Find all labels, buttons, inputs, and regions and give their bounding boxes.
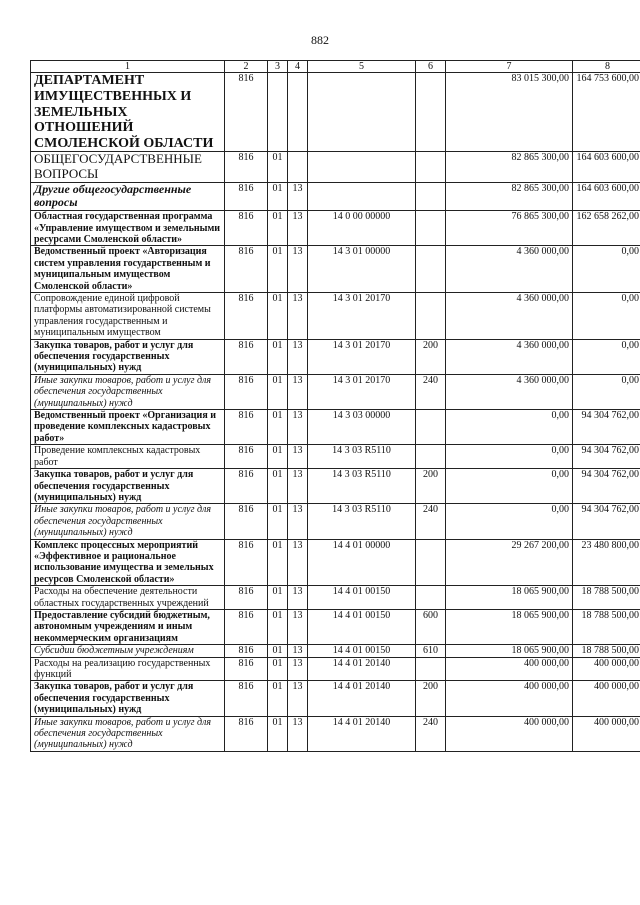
expense-type-cell: 610 — [416, 645, 446, 657]
name-cell: Сопровождение единой цифровой платформы автоматизированной системы управления государственным и муниципальным имуществом — [31, 293, 225, 340]
section-cell: 01 — [268, 469, 288, 504]
amount-year2-cell: 0,00 — [573, 293, 640, 340]
subsection-cell: 13 — [288, 293, 308, 340]
amount-year1-cell: 18 065 900,00 — [446, 586, 573, 610]
expense-type-cell — [416, 410, 446, 445]
admin-code-cell: 816 — [225, 293, 268, 340]
table-body — [31, 73, 640, 751]
target-article-cell: 14 4 01 00150 — [308, 586, 416, 610]
target-article-cell: 14 4 01 20140 — [308, 657, 416, 681]
table-row — [31, 374, 640, 409]
name-cell: Закупка товаров, работ и услуг для обеспечения государственных (муниципальных) нужд — [31, 681, 225, 716]
amount-year2-cell: 94 304 762,00 — [573, 469, 640, 504]
target-article-cell — [308, 182, 416, 211]
expense-type-cell: 240 — [416, 716, 446, 751]
table-row — [31, 293, 640, 340]
amount-year2-cell: 164 603 600,00 — [573, 152, 640, 182]
admin-code-cell: 816 — [225, 410, 268, 445]
subsection-cell: 13 — [288, 504, 308, 539]
name-cell: Ведомственный проект «Организация и проведение комплексных кадастровых работ» — [31, 410, 225, 445]
expense-type-cell — [416, 246, 446, 293]
admin-code-cell: 816 — [225, 681, 268, 716]
admin-code-cell: 816 — [225, 586, 268, 610]
amount-year2-cell: 0,00 — [573, 374, 640, 409]
admin-code-cell: 816 — [225, 445, 268, 469]
name-cell: Закупка товаров, работ и услуг для обеспечения государственных (муниципальных) нужд — [31, 469, 225, 504]
section-cell: 01 — [268, 586, 288, 610]
name-cell: ДЕПАРТАМЕНТ ИМУЩЕСТВЕННЫХ И ЗЕМЕЛЬНЫХ ОТНОШЕНИЙ СМОЛЕНСКОЙ ОБЛАСТИ — [31, 73, 225, 152]
amount-year2-cell: 94 304 762,00 — [573, 410, 640, 445]
amount-year1-cell: 29 267 200,00 — [446, 539, 573, 586]
table-row — [31, 681, 640, 716]
admin-code-cell: 816 — [225, 469, 268, 504]
section-cell: 01 — [268, 374, 288, 409]
amount-year1-cell: 83 015 300,00 — [446, 73, 573, 152]
section-cell: 01 — [268, 681, 288, 716]
target-article-cell: 14 0 00 00000 — [308, 211, 416, 246]
table-row — [31, 182, 640, 211]
name-cell: Другие общегосударственные вопросы — [31, 182, 225, 211]
target-article-cell: 14 4 01 00150 — [308, 609, 416, 644]
amount-year1-cell: 4 360 000,00 — [446, 293, 573, 340]
header-cell-7: 7 — [446, 61, 573, 73]
subsection-cell: 13 — [288, 182, 308, 211]
target-article-cell — [308, 152, 416, 182]
admin-code-cell: 816 — [225, 657, 268, 681]
target-article-cell: 14 3 03 R5110 — [308, 445, 416, 469]
section-cell: 01 — [268, 182, 288, 211]
name-cell: ОБЩЕГОСУДАРСТВЕННЫЕ ВОПРОСЫ — [31, 152, 225, 182]
admin-code-cell: 816 — [225, 716, 268, 751]
target-article-cell: 14 4 01 20140 — [308, 716, 416, 751]
target-article-cell: 14 3 03 R5110 — [308, 469, 416, 504]
table-row — [31, 152, 640, 182]
amount-year2-cell: 162 658 262,00 — [573, 211, 640, 246]
table-row — [31, 539, 640, 586]
admin-code-cell: 816 — [225, 609, 268, 644]
expense-type-cell — [416, 152, 446, 182]
expense-type-cell: 600 — [416, 609, 446, 644]
name-cell: Иные закупки товаров, работ и услуг для обеспечения государственных (муниципальных) нужд — [31, 716, 225, 751]
table-row — [31, 469, 640, 504]
subsection-cell: 13 — [288, 410, 308, 445]
amount-year1-cell: 0,00 — [446, 469, 573, 504]
admin-code-cell: 816 — [225, 246, 268, 293]
table-row — [31, 586, 640, 610]
subsection-cell — [288, 73, 308, 152]
expense-type-cell — [416, 293, 446, 340]
table-row — [31, 445, 640, 469]
table-row — [31, 246, 640, 293]
amount-year2-cell: 18 788 500,00 — [573, 586, 640, 610]
name-cell: Комплекс процессных мероприятий «Эффективное и рациональное использование имущества и земельных ресурсов Смоленской области» — [31, 539, 225, 586]
target-article-cell: 14 4 01 00150 — [308, 645, 416, 657]
amount-year1-cell: 400 000,00 — [446, 681, 573, 716]
section-cell — [268, 73, 288, 152]
section-cell: 01 — [268, 293, 288, 340]
name-cell: Областная государственная программа «Управление имуществом и земельными ресурсами Смоленской области» — [31, 211, 225, 246]
amount-year2-cell: 94 304 762,00 — [573, 504, 640, 539]
header-row — [31, 61, 640, 73]
section-cell: 01 — [268, 609, 288, 644]
admin-code-cell: 816 — [225, 339, 268, 374]
name-cell: Предоставление субсидий бюджетным, автономным учреждениям и иным некоммерческим организациям — [31, 609, 225, 644]
amount-year2-cell: 0,00 — [573, 246, 640, 293]
expense-type-cell: 200 — [416, 681, 446, 716]
admin-code-cell: 816 — [225, 73, 268, 152]
amount-year1-cell: 18 065 900,00 — [446, 645, 573, 657]
expense-type-cell — [416, 182, 446, 211]
expense-type-cell: 240 — [416, 504, 446, 539]
table-row — [31, 211, 640, 246]
section-cell: 01 — [268, 645, 288, 657]
amount-year1-cell: 400 000,00 — [446, 716, 573, 751]
amount-year2-cell: 23 480 800,00 — [573, 539, 640, 586]
subsection-cell: 13 — [288, 609, 308, 644]
subsection-cell: 13 — [288, 211, 308, 246]
header-cell-5: 5 — [308, 61, 416, 73]
header-cell-4: 4 — [288, 61, 308, 73]
expense-type-cell — [416, 445, 446, 469]
target-article-cell: 14 3 01 20170 — [308, 339, 416, 374]
expense-type-cell — [416, 657, 446, 681]
amount-year1-cell: 0,00 — [446, 410, 573, 445]
target-article-cell: 14 3 01 20170 — [308, 293, 416, 340]
section-cell: 01 — [268, 504, 288, 539]
header-cell-6: 6 — [416, 61, 446, 73]
subsection-cell: 13 — [288, 339, 308, 374]
header-cell-3: 3 — [268, 61, 288, 73]
section-cell: 01 — [268, 445, 288, 469]
header-cell-8: 8 — [573, 61, 640, 73]
subsection-cell: 13 — [288, 681, 308, 716]
admin-code-cell: 816 — [225, 539, 268, 586]
table-row — [31, 609, 640, 644]
section-cell: 01 — [268, 339, 288, 374]
subsection-cell — [288, 152, 308, 182]
section-cell: 01 — [268, 657, 288, 681]
table-row — [31, 504, 640, 539]
amount-year1-cell: 76 865 300,00 — [446, 211, 573, 246]
name-cell: Субсидии бюджетным учреждениям — [31, 645, 225, 657]
expense-type-cell: 200 — [416, 469, 446, 504]
expense-type-cell — [416, 211, 446, 246]
subsection-cell: 13 — [288, 645, 308, 657]
target-article-cell: 14 3 01 20170 — [308, 374, 416, 409]
name-cell: Ведомственный проект «Авторизация систем управления государственным и муниципальным имуществом Смоленской области» — [31, 246, 225, 293]
admin-code-cell: 816 — [225, 504, 268, 539]
admin-code-cell: 816 — [225, 211, 268, 246]
amount-year1-cell: 4 360 000,00 — [446, 339, 573, 374]
name-cell: Иные закупки товаров, работ и услуг для обеспечения государственных (муниципальных) нужд — [31, 504, 225, 539]
subsection-cell: 13 — [288, 374, 308, 409]
admin-code-cell: 816 — [225, 374, 268, 409]
subsection-cell: 13 — [288, 246, 308, 293]
table-header — [31, 61, 640, 73]
expense-type-cell — [416, 73, 446, 152]
name-cell: Иные закупки товаров, работ и услуг для обеспечения государственных (муниципальных) нужд — [31, 374, 225, 409]
table-row — [31, 339, 640, 374]
table-row — [31, 716, 640, 751]
table-row — [31, 657, 640, 681]
section-cell: 01 — [268, 152, 288, 182]
amount-year2-cell: 0,00 — [573, 339, 640, 374]
admin-code-cell: 816 — [225, 182, 268, 211]
target-article-cell: 14 3 01 00000 — [308, 246, 416, 293]
expense-type-cell: 200 — [416, 339, 446, 374]
amount-year2-cell: 164 753 600,00 — [573, 73, 640, 152]
subsection-cell: 13 — [288, 586, 308, 610]
subsection-cell: 13 — [288, 469, 308, 504]
section-cell: 01 — [268, 211, 288, 246]
subsection-cell: 13 — [288, 657, 308, 681]
target-article-cell: 14 3 03 00000 — [308, 410, 416, 445]
amount-year2-cell: 400 000,00 — [573, 657, 640, 681]
amount-year1-cell: 4 360 000,00 — [446, 246, 573, 293]
amount-year1-cell: 4 360 000,00 — [446, 374, 573, 409]
section-cell: 01 — [268, 410, 288, 445]
name-cell: Закупка товаров, работ и услуг для обеспечения государственных (муниципальных) нужд — [31, 339, 225, 374]
amount-year2-cell: 18 788 500,00 — [573, 645, 640, 657]
section-cell: 01 — [268, 716, 288, 751]
expense-type-cell — [416, 586, 446, 610]
amount-year2-cell: 400 000,00 — [573, 716, 640, 751]
amount-year1-cell: 400 000,00 — [446, 657, 573, 681]
name-cell: Расходы на реализацию государственных функций — [31, 657, 225, 681]
header-cell-1: 1 — [31, 61, 225, 73]
amount-year1-cell: 18 065 900,00 — [446, 609, 573, 644]
budget-table — [30, 60, 640, 752]
expense-type-cell — [416, 539, 446, 586]
subsection-cell: 13 — [288, 539, 308, 586]
amount-year2-cell: 400 000,00 — [573, 681, 640, 716]
target-article-cell: 14 3 03 R5110 — [308, 504, 416, 539]
page-number: 882 — [311, 33, 329, 47]
table-row — [31, 73, 640, 152]
expense-type-cell: 240 — [416, 374, 446, 409]
amount-year1-cell: 0,00 — [446, 504, 573, 539]
target-article-cell — [308, 73, 416, 152]
amount-year1-cell: 82 865 300,00 — [446, 152, 573, 182]
amount-year1-cell: 0,00 — [446, 445, 573, 469]
section-cell: 01 — [268, 246, 288, 293]
table-row — [31, 410, 640, 445]
name-cell: Проведение комплексных кадастровых работ — [31, 445, 225, 469]
target-article-cell: 14 4 01 00000 — [308, 539, 416, 586]
target-article-cell: 14 4 01 20140 — [308, 681, 416, 716]
subsection-cell: 13 — [288, 716, 308, 751]
subsection-cell: 13 — [288, 445, 308, 469]
table-row — [31, 645, 640, 657]
header-cell-2: 2 — [225, 61, 268, 73]
amount-year2-cell: 18 788 500,00 — [573, 609, 640, 644]
name-cell: Расходы на обеспечение деятельности областных государственных учреждений — [31, 586, 225, 610]
admin-code-cell: 816 — [225, 152, 268, 182]
amount-year2-cell: 94 304 762,00 — [573, 445, 640, 469]
amount-year2-cell: 164 603 600,00 — [573, 182, 640, 211]
amount-year1-cell: 82 865 300,00 — [446, 182, 573, 211]
admin-code-cell: 816 — [225, 645, 268, 657]
section-cell: 01 — [268, 539, 288, 586]
